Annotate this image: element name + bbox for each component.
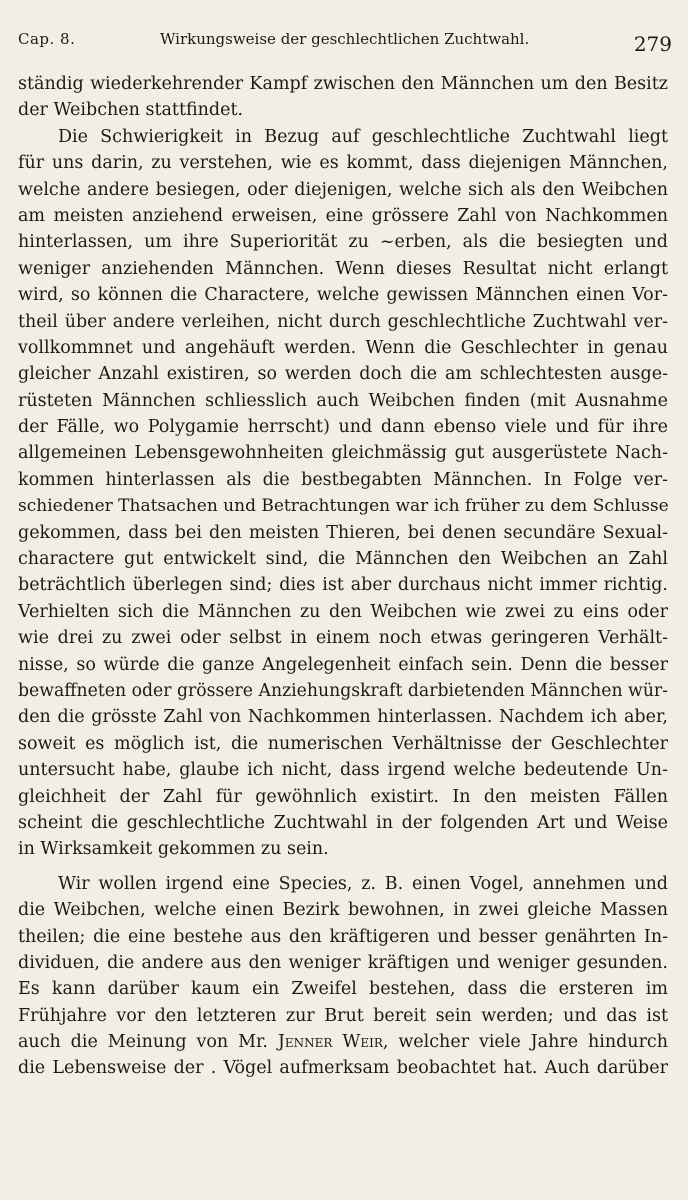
running-header [18, 30, 672, 60]
paragraph-gap [18, 863, 668, 871]
text-line: weniger anziehenden Männchen. Wenn dieses Resultat nicht erlangt [18, 258, 668, 279]
text-line: scheint die geschlechtliche Zuchtwahl in der folgenden Art und Weise [18, 812, 668, 833]
body-text [18, 71, 668, 1082]
text-fragment: , welcher viele Jahre hindurch [382, 1032, 669, 1053]
text-line: gleichheit der Zahl für gewöhnlich existirt. In den meisten Fällen [18, 786, 668, 807]
text-line: die Lebensweise der . Vögel aufmerksam beobachtet hat. Auch darüber [18, 1058, 668, 1079]
text-line: bewaffneten oder grössere Anziehungskraft darbietenden Männchen wür- [18, 680, 669, 701]
text-line: Wir wollen irgend eine Species, z. B. einen Vogel, annehmen und [58, 873, 668, 894]
text-fragment: auch die Meinung von Mr. [18, 1032, 278, 1053]
text-line: in Wirksamkeit gekommen zu sein. [18, 839, 329, 860]
paragraph-3 [18, 871, 668, 1082]
text-line: gekommen, dass bei den meisten Thieren, bei denen secundäre Sexual- [18, 522, 668, 543]
text-line: soweit es möglich ist, die numerischen Verhältnisse der Geschlechter [18, 733, 668, 754]
text-line: den die grösste Zahl von Nachkommen hinterlassen. Nachdem ich aber, [18, 707, 668, 728]
text-line: wird, so können die Charactere, welche gewissen Männchen einen Vor- [18, 285, 668, 306]
text-line: theil über andere verleihen, nicht durch geschlechtliche Zuchtwahl ver- [18, 311, 668, 332]
text-line: für uns darin, zu verstehen, wie es kommt, dass diejenigen Männchen, [18, 153, 668, 174]
text-line: der Fälle, wo Polygamie herrscht) und dann ebenso viele und für ihre [18, 417, 668, 438]
text-line: Die Schwierigkeit in Bezug auf geschlechtliche Zuchtwahl liegt [58, 126, 668, 147]
text-line: am meisten anziehend erweisen, eine grössere Zahl von Nachkommen [18, 205, 668, 226]
text-line: vollkommnet und angehäuft werden. Wenn die Geschlechter in genau [18, 337, 668, 358]
text-line: allgemeinen Lebensgewohnheiten gleichmässig gut ausgerüstete Nach- [18, 443, 668, 464]
text-line: gleicher Anzahl existiren, so werden doch die am schlechtesten ausge- [18, 364, 668, 385]
text-line: untersucht habe, glaube ich nicht, dass irgend welche bedeutende Un- [18, 760, 668, 781]
paragraph-2 [18, 124, 668, 863]
text-line: charactere gut entwickelt sind, die Männchen den Weibchen an Zahl [18, 549, 668, 570]
text-line: nisse, so würde die ganze Angelegenheit einfach sein. Denn die besser [18, 654, 668, 675]
text-line [18, 1029, 668, 1055]
text-line: dividuen, die andere aus den weniger kräftigen und weniger gesunden. [18, 952, 668, 973]
text-line: hinterlassen, um ihre Superiorität zu ~erben, als die besiegten und [18, 232, 668, 253]
text-line: schiedener Thatsachen und Betrachtungen war ich früher zu dem Schlusse [18, 496, 669, 517]
text-line: beträchtlich überlegen sind; dies ist aber durchaus nicht immer richtig. [18, 575, 668, 596]
chapter-label: Cap. 8. [18, 30, 76, 48]
text-line: welche andere besiegen, oder diejenigen, welche sich als den Weibchen [18, 179, 668, 200]
paragraph-1 [18, 71, 668, 124]
text-line: die Weibchen, welche einen Bezirk bewohnen, in zwei gleiche Massen [18, 900, 668, 921]
text-line: der Weibchen stattfindet. [18, 100, 244, 121]
text-line: kommen hinterlassen als die bestbegabten Männchen. In Folge ver- [18, 469, 668, 490]
page-number: 279 [633, 32, 672, 56]
text-line: Frühjahre vor den letzteren zur Brut bereit sein werden; und das ist [18, 1005, 668, 1026]
text-line: ständig wiederkehrender Kampf zwischen den Männchen um den Besitz [18, 74, 668, 94]
text-line: theilen; die eine bestehe aus den kräftigeren und besser genährten In- [18, 926, 668, 947]
person-name: Jenner Weir [277, 1032, 383, 1053]
text-line: Es kann darüber kaum ein Zweifel bestehen, dass die ersteren im [18, 979, 668, 1000]
text-line: rüsteten Männchen schliesslich auch Weibchen finden (mit Ausnahme [18, 390, 668, 411]
text-line: wie drei zu zwei oder selbst in einem noch etwas geringeren Verhält- [18, 628, 668, 649]
running-title: Wirkungsweise der geschlechtlichen Zuchtwahl. [160, 30, 530, 48]
text-line: Verhielten sich die Männchen zu den Weibchen wie zwei zu eins oder [18, 601, 668, 622]
